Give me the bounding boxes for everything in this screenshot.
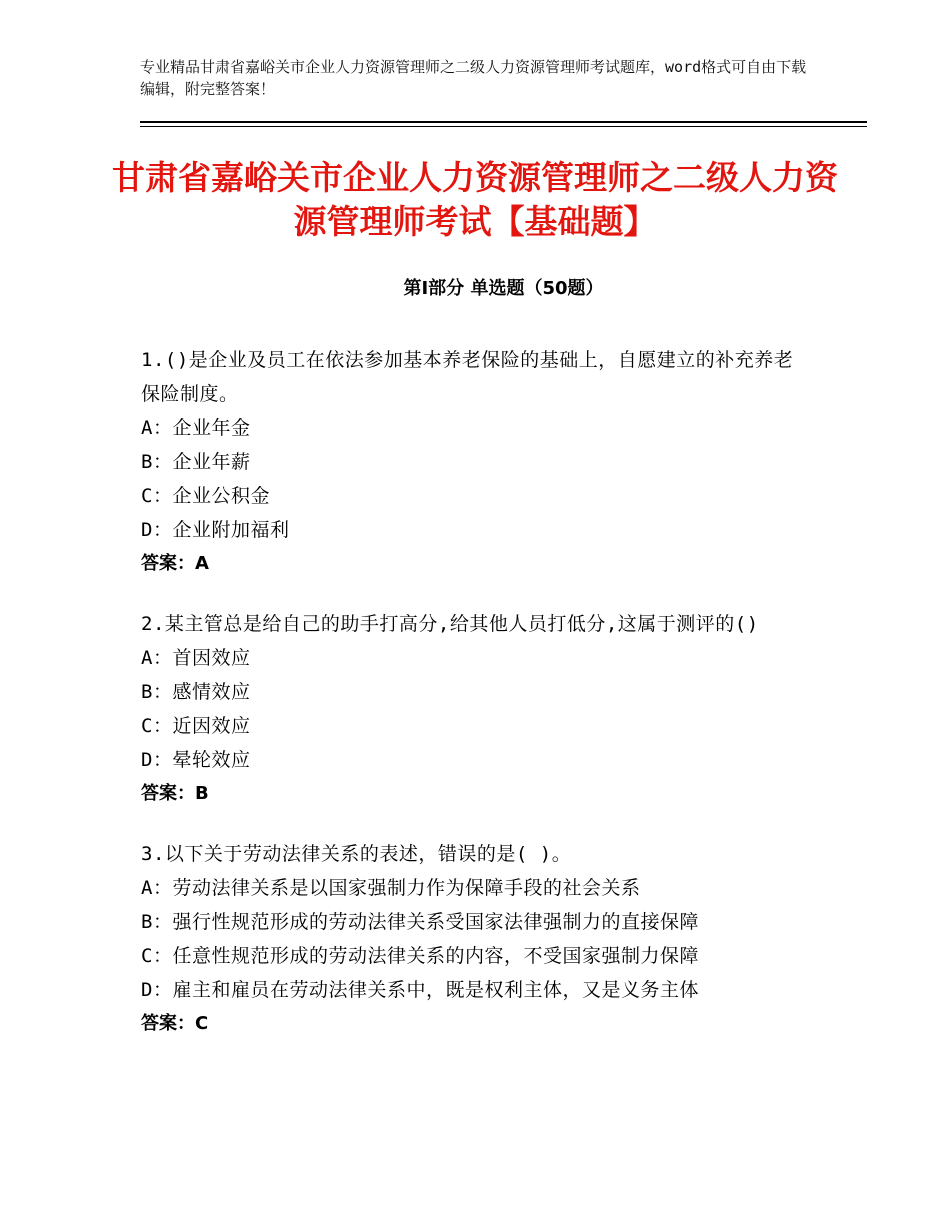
header-note: 专业精品甘肃省嘉峪关市企业人力资源管理师之二级人力资源管理师考试题库，word格式可自由下载编辑，附完整答案！ [140, 58, 807, 98]
option-a: A：劳动法律关系是以国家强制力作为保障手段的社会关系 [141, 877, 641, 899]
question-1 [141, 343, 801, 581]
option-b: B：强行性规范形成的劳动法律关系受国家法律强制力的直接保障 [141, 911, 699, 933]
question-3 [141, 837, 801, 1041]
section-heading: 第Ⅰ部分 单选题（50题） [403, 278, 604, 299]
option-b: B：感情效应 [141, 681, 251, 703]
question-text: 1.()是企业及员工在依法参加基本养老保险的基础上，自愿建立的补充养老保险制度。 [141, 349, 794, 405]
option-d: D：企业附加福利 [141, 519, 290, 541]
option-c: C：近因效应 [141, 715, 251, 737]
document-title: 甘肃省嘉峪关市企业人力资源管理师之二级人力资源管理师考试【基础题】 [112, 158, 838, 241]
option-d: D：雇主和雇员在劳动法律关系中，既是权利主体，又是义务主体 [141, 979, 699, 1001]
option-c: C：企业公积金 [141, 485, 270, 507]
question-text: 2.某主管总是给自己的助手打高分,给其他人员打低分,这属于测评的() [141, 613, 759, 635]
answer-line: 答案：C [141, 1013, 209, 1034]
answer-line: 答案：B [141, 783, 209, 804]
question-text: 3.以下关于劳动法律关系的表述，错误的是( )。 [141, 843, 572, 865]
option-a: A：首因效应 [141, 647, 251, 669]
header-rule-thick [140, 121, 867, 123]
answer-line: 答案：A [141, 553, 209, 574]
question-2 [141, 607, 801, 811]
header-rule-thin [140, 126, 867, 127]
option-c: C：任意性规范形成的劳动法律关系的内容，不受国家强制力保障 [141, 945, 699, 967]
option-b: B：企业年薪 [141, 451, 251, 473]
question-list [141, 343, 801, 1067]
option-d: D：晕轮效应 [141, 749, 251, 771]
option-a: A：企业年金 [141, 417, 251, 439]
